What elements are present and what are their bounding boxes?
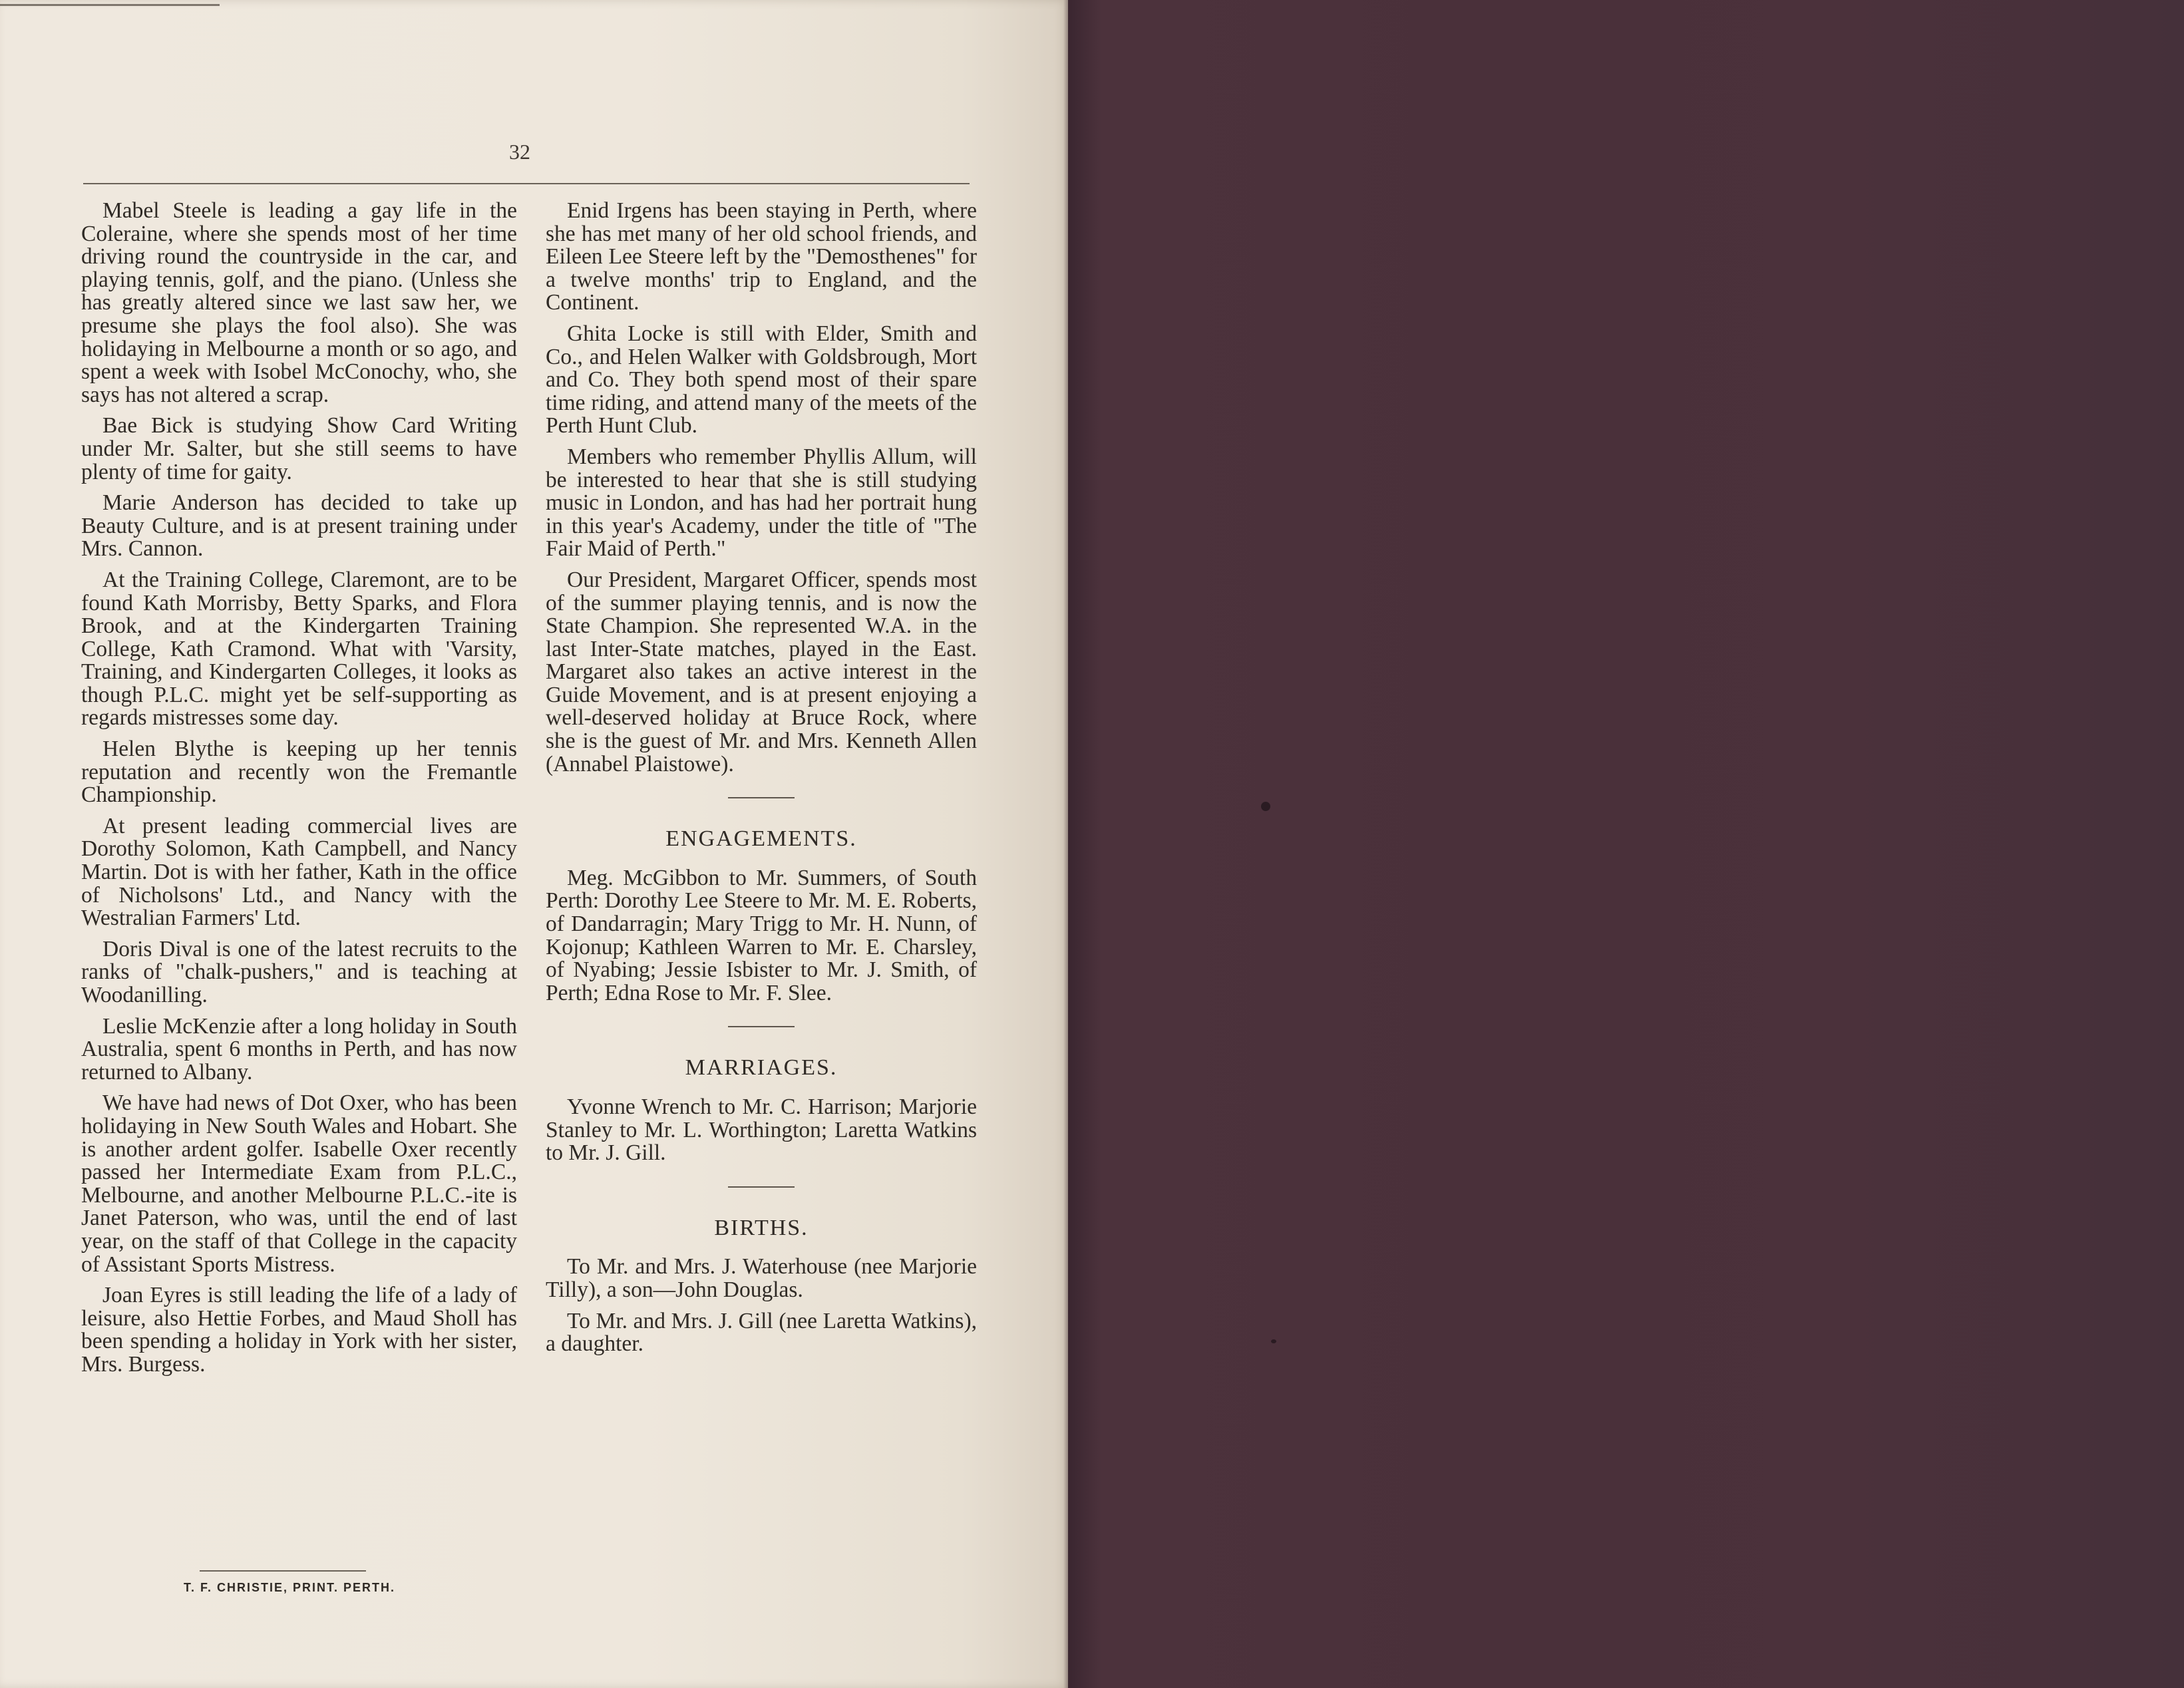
back-cover: [1068, 0, 2184, 1688]
section-divider: [728, 797, 795, 798]
paragraph: Leslie McKenzie after a long holiday in South Australia, spent 6 months in Perth, and has now returned to Albany.: [81, 1013, 517, 1085]
marriages-heading: MARRIAGES.: [685, 1055, 838, 1081]
paragraph: Bae Bick is studying Show Card Writing under Mr. Salter, but she still seems to have plenty of time for gaity.: [81, 413, 517, 484]
section-divider: [728, 1186, 795, 1188]
page-top-rule: [0, 4, 220, 6]
printer-imprint: T. F. CHRISTIE, PRINT. PERTH.: [183, 1581, 396, 1594]
imprint-rule: [200, 1570, 366, 1572]
paragraph: Ghita Locke is still with Elder, Smith and Co., and Helen Walker with Goldsbrough, Mort and Co. They both spend most of their spare time riding, and attend many of the meets of the Perth Hunt Club.: [546, 321, 977, 438]
right-column: [546, 200, 977, 1364]
paragraph: Helen Blythe is keeping up her tennis reputation and recently won the Fremantle Championship.: [81, 737, 517, 808]
engagements-text: Meg. McGibbon to Mr. Summers, of South Perth: Dorothy Lee Steere to Mr. M. E. Roberts, of Dandarragin; Mary Trigg to Mr. H. Nunn, of Kojonup; Kathleen Warren to Mr. E. Charsley, of Nyabing; Jessie Isbister to Mr. J. Smith, of Perth; Edna Rose to Mr. F. Slee.: [546, 865, 977, 1005]
left-column: [81, 200, 517, 1385]
birth-notice: To Mr. and Mrs. J. Waterhouse (nee Marjorie Tilly), a son—John Douglas.: [546, 1254, 977, 1302]
engagements-heading: ENGAGEMENTS.: [665, 826, 857, 852]
paragraph: Joan Eyres is still leading the life of a lady of leisure, also Hettie Forbes, and Maud Sholl has been spending a holiday in York with her sister, Mrs. Burgess.: [81, 1283, 517, 1377]
marriages-text: Yvonne Wrench to Mr. C. Harrison; Marjorie Stanley to Mr. L. Worthington; Laretta Watkins to Mr. J. Gill.: [546, 1095, 977, 1166]
left-page: [0, 0, 1068, 1688]
birth-notice: To Mr. and Mrs. J. Gill (nee Laretta Watkins), a daughter.: [546, 1308, 977, 1357]
page-number: 32: [509, 140, 530, 164]
paragraph: At present leading commercial lives are Dorothy Solomon, Kath Campbell, and Nancy Martin. Dot is with her father, Kath in the office of Nicholsons' Ltd., and Nancy with the Westralian Farmers' Ltd.: [81, 813, 517, 931]
births-heading: BIRTHS.: [714, 1215, 809, 1240]
paragraph: Doris Dival is one of the latest recruits to the ranks of "chalk-pushers," and is teaching at Woodanilling.: [81, 936, 517, 1007]
cover-blemish: [1261, 802, 1270, 811]
paragraph: Marie Anderson has decided to take up Beauty Culture, and is at present training under Mrs. Cannon.: [81, 490, 517, 562]
paragraph: Mabel Steele is leading a gay life in the Coleraine, where she spends most of her time driving round the countryside in the car, and playing tennis, golf, and the piano. (Unless she has greatly altered since we last saw her, we presume she plays the fool also). She was holidaying in Melbourne a month or so ago, and spent a week with Isobel McConochy, who, she says has not altered a scrap.: [81, 198, 517, 407]
cover-blemish: [1271, 1339, 1276, 1343]
paragraph: Our President, Margaret Officer, spends most of the summer playing tennis, and is now the State Champion. She represented W.A. in the last Inter-State matches, played in the East. Margaret also takes an active interest in the Guide Movement, and is at present enjoying a well-deserved holiday at Bruce Rock, where she is the guest of Mr. and Mrs. Kenneth Allen (Annabel Plaistowe).: [546, 567, 977, 776]
paragraph: Members who remember Phyllis Allum, will be interested to hear that she is still studying music in London, and has had her portrait hung in this year's Academy, under the title of "The Fair Maid of Perth.": [546, 444, 977, 562]
paragraph: At the Training College, Claremont, are to be found Kath Morrisby, Betty Sparks, and Flora Brook, and at the Kindergarten Training College, Kath Cramond. What with 'Varsity, Training, and Kindergarten Colleges, it looks as though P.L.C. might yet be self-supporting as regards mistresses some day.: [81, 567, 517, 731]
header-rule: [83, 183, 970, 184]
paragraph: We have had news of Dot Oxer, who has been holidaying in New South Wales and Hobart. She is another ardent golfer. Isabelle Oxer recently passed her Intermediate Exam from P.L.C., Melbourne, and another Melbourne P.L.C.-ite is Janet Paterson, who was, until the end of last year, on the staff of that College in the capacity of Assistant Sports Mistress.: [81, 1091, 517, 1277]
section-divider: [728, 1026, 795, 1027]
paragraph: Enid Irgens has been staying in Perth, where she has met many of her old school friends, and Eileen Lee Steere left by the "Demosthenes" for a twelve months' trip to England, and the Continent.: [546, 198, 977, 315]
